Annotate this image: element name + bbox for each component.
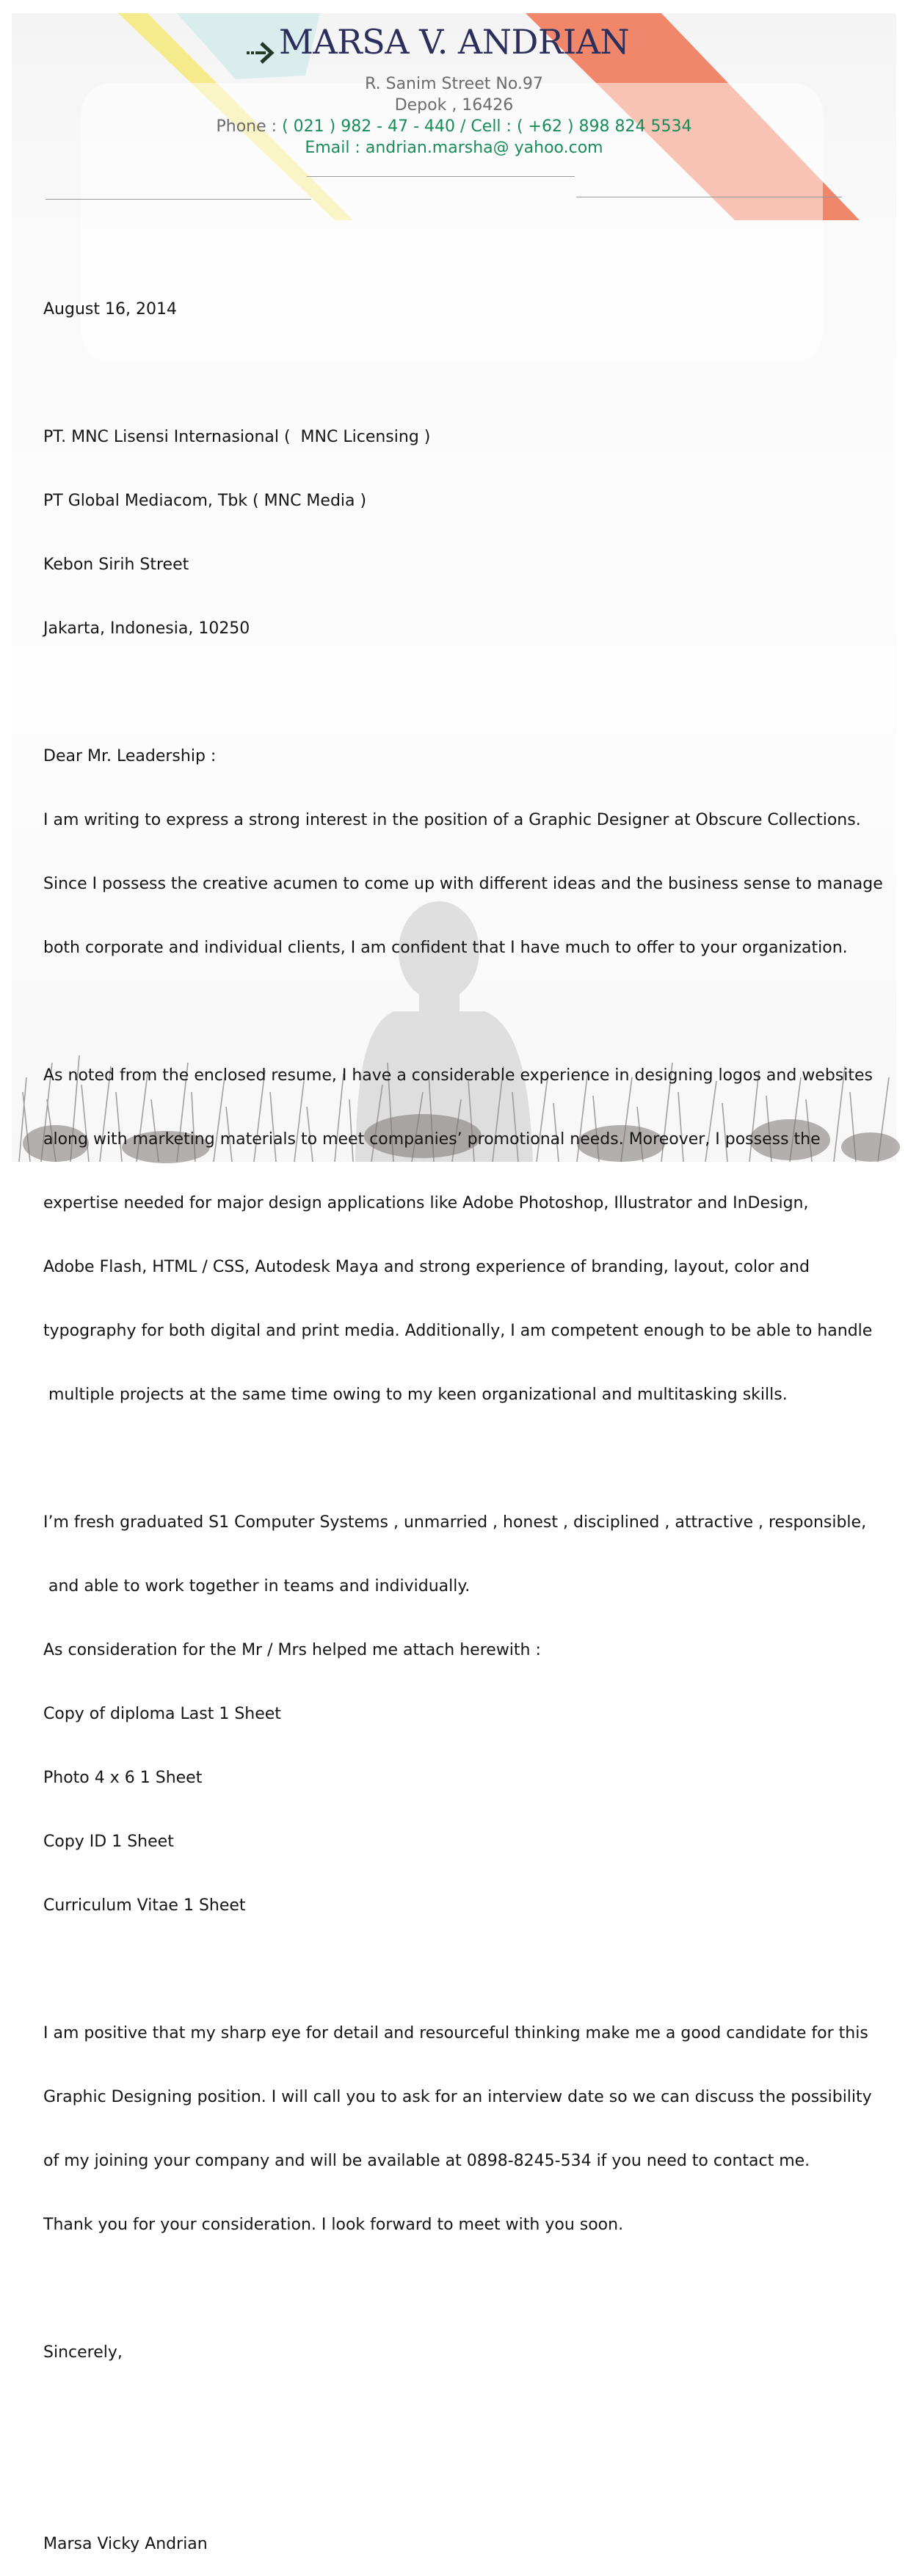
salutation: Dear Mr. Leadership : xyxy=(43,747,217,765)
phone-label: Phone : xyxy=(216,117,277,136)
attachment-item: Photo 4 x 6 1 Sheet xyxy=(43,1769,203,1787)
sender-name: MARSA V. ANDRIAN xyxy=(278,22,630,62)
paragraph-2-line: expertise needed for major design applications like Adobe Photoshop, Illustrator and InDesign, xyxy=(43,1194,809,1212)
letter-date: August 16, 2014 xyxy=(43,300,177,319)
recipient-line: Kebon Sirih Street xyxy=(43,556,189,574)
paragraph-2-line: As noted from the enclosed resume, I have a considerable experience in designing logos and websites xyxy=(43,1066,874,1085)
attachment-item: Curriculum Vitae 1 Sheet xyxy=(43,1896,246,1915)
paragraph-4-line: I am positive that my sharp eye for detail and resourceful thinking make me a good candidate for this xyxy=(43,2024,868,2042)
sender-phone xyxy=(0,116,908,137)
paragraph-4-line: Graphic Designing position. I will call you to ask for an interview date so we can discuss the possibility xyxy=(43,2088,872,2106)
phone-value: ( 021 ) 982 - 47 - 440 / Cell : ( +62 ) 898 824 5534 xyxy=(282,117,692,136)
sender-address: R. Sanim Street No.97 xyxy=(365,75,543,93)
header-divider xyxy=(307,176,575,177)
paragraph-4-line: of my joining your company and will be available at 0898-8245-534 if you need to contact me. xyxy=(43,2152,810,2170)
paragraph-2-line: along with marketing materials to meet companies’ promotional needs. Moreover, I possess the xyxy=(43,1130,821,1149)
sender-city: Depok , 16426 xyxy=(394,96,514,114)
paragraph-3-line: As consideration for the Mr / Mrs helped me attach herewith : xyxy=(43,1641,541,1659)
sender-email xyxy=(0,137,908,159)
paragraph-1-line: Since I possess the creative acumen to come up with different ideas and the business sense to manage xyxy=(43,875,883,893)
paragraph-3-line: and able to work together in teams and individually. xyxy=(43,1577,471,1596)
paragraph-2-line: Adobe Flash, HTML / CSS, Autodesk Maya and strong experience of branding, layout, color and xyxy=(43,1258,810,1276)
recipient-line: Jakarta, Indonesia, 10250 xyxy=(43,619,250,638)
paragraph-2-line: multiple projects at the same time owing to my keen organizational and multitasking skills. xyxy=(43,1386,788,1404)
attachment-item: Copy of diploma Last 1 Sheet xyxy=(43,1705,281,1723)
paragraph-2-line: typography for both digital and print media. Additionally, I am competent enough to be able to handle xyxy=(43,1322,873,1340)
recipient-line: PT. MNC Lisensi Internasional ( MNC Licensing ) xyxy=(43,428,431,446)
paragraph-4-line: Thank you for your consideration. I look forward to meet with you soon. xyxy=(43,2216,624,2234)
email-value: andrian.marsha@ yahoo.com xyxy=(365,139,603,157)
letter-body xyxy=(43,256,895,2576)
signature-name: Marsa Vicky Andrian xyxy=(43,2535,208,2553)
attachment-item: Copy ID 1 Sheet xyxy=(43,1833,174,1851)
paragraph-3-line: I’m fresh graduated S1 Computer Systems , unmarried , honest , disciplined , attractive , responsible, xyxy=(43,1513,867,1532)
recipient-line: PT Global Mediacom, Tbk ( MNC Media ) xyxy=(43,492,367,510)
left-divider xyxy=(46,199,311,200)
closing: Sincerely, xyxy=(43,2343,123,2362)
paragraph-1-line: both corporate and individual clients, I am confident that I have much to offer to your organization. xyxy=(43,939,848,957)
email-label: Email : xyxy=(305,139,360,157)
paragraph-1-line: I am writing to express a strong interest in the position of a Graphic Designer at Obscure Collections. xyxy=(43,811,861,829)
